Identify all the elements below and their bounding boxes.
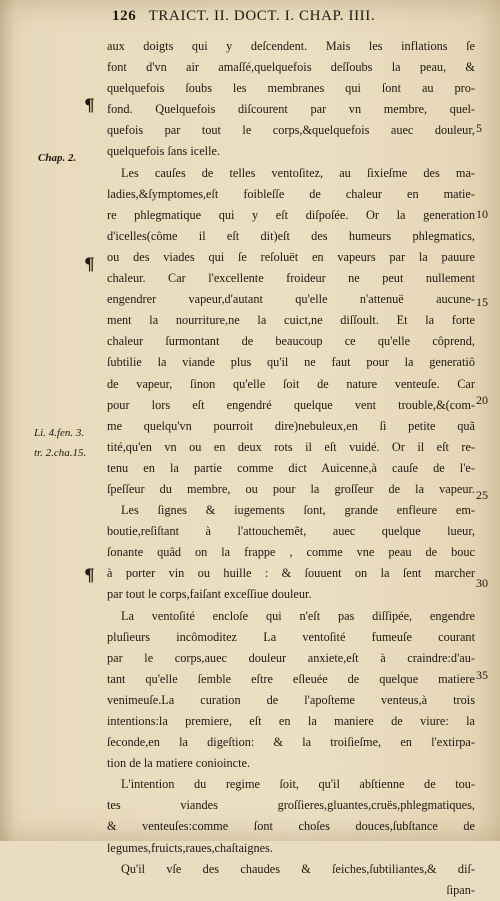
- text-line: Les ſignes & iugements ſont, grande enfleure em-: [121, 503, 475, 518]
- text-line: boutie,reſiſtant à l'attouchemẽt, auec quelque lueur,: [107, 524, 475, 539]
- text-line: à porter vin ou huille : & ſouuent on la ſent marcher: [107, 566, 475, 581]
- text-line: tenu en la partie comme dict Auicenne,à cauſe de l'e-: [107, 460, 475, 475]
- text-line: legumes,fruicts,raues,chaſtaignes.: [107, 840, 273, 855]
- page-number: 126: [112, 8, 137, 24]
- text-line: chaleur. Car l'excellente froideur ne peut nullement: [107, 271, 475, 286]
- text-line: quelquefois ſans icelle.: [107, 144, 221, 159]
- body-text: [107, 36, 475, 901]
- margin-note-reference: tr. 2.cha.15.: [34, 447, 87, 459]
- text-line: ladies,&ſymptomes,eſt foibleſſe de chaleur en matie-: [107, 186, 475, 201]
- catchword: ſipan-: [446, 882, 475, 897]
- text-line: fond. Quelquefois diſcourent par vn membre, quel-: [107, 102, 475, 117]
- text-line: re phlegmatique qui y eſt diſpoſée. Or la generation: [107, 207, 475, 222]
- text-line: me quelqu'vn pourroit dire)nebuleux,en ſi petite quã: [107, 418, 475, 433]
- text-line: tes viandes groſſieres,gluantes,cruës,phlegmatiques,: [107, 798, 475, 813]
- text-line: Qu'il vſe des chaudes & ſeiches,ſubtiliantes,& diſ-: [121, 861, 475, 876]
- text-line: par tout le corps,faiſant exceſſiue douleur.: [107, 587, 312, 602]
- text-line: font d'vn air amaſſé,quelquefois deſſoubs la peau, &: [107, 60, 475, 75]
- line-number: 35: [476, 668, 488, 682]
- line-number: 5: [476, 121, 482, 135]
- line-number: 25: [476, 488, 488, 502]
- text-line: & venteuſes:comme ſont choſes douces,ſubſtance de: [107, 819, 475, 834]
- text-line: ſonante quâd on la frappe , comme vne peau de bouc: [107, 545, 475, 560]
- paragraph-mark-icon: ¶: [84, 96, 95, 116]
- text-line: Les cauſes de telles ventoſitez, au ſixieſme des ma-: [121, 165, 475, 180]
- text-line: ſpeſſeur du membre, ou pour la groſſeur de la vapeur.: [107, 481, 475, 496]
- text-line: L'intention du regime ſoit, qu'il abſtienne de tou-: [121, 777, 475, 792]
- text-line: ſeconde,en la digeſtion: & la troiſieſme, en l'extirpa-: [107, 735, 475, 750]
- text-line: d'icelles(côme il eſt dit)eſt des humeurs phlegmatics,: [107, 228, 475, 243]
- paragraph-mark-icon: ¶: [84, 566, 95, 586]
- text-line: de vapeur, ſinon qu'elle ſoit de nature venteuſe. Car: [107, 376, 475, 391]
- text-line: quelquefois ſoubs les membranes qui ſont au pro-: [107, 81, 475, 96]
- text-line: pour lors eſt engendré quelque vent trouble,&(com-: [107, 397, 475, 412]
- page-header: [112, 8, 500, 30]
- text-line: pluſieurs incômoditez La ventoſité fumeuſe courant: [107, 629, 475, 644]
- text-line: ou des viades qui ſe reſoluët en vapeurs par la pauure: [107, 249, 475, 264]
- text-line: par le corps,auec douleur anxiete,eſt à craindre:d'au-: [107, 650, 475, 665]
- line-number: 15: [476, 295, 488, 309]
- line-number: 20: [476, 393, 488, 407]
- text-line: venimeuſe.La curation de l'apoſteme venteus,à trois: [107, 692, 475, 707]
- margin-note-reference: Li. 4.fen. 3.: [34, 427, 85, 439]
- text-line: ment la nourriture,ne la cuict,ne diſſoult. Et la forte: [107, 313, 475, 328]
- text-line: La ventoſité encloſe qui n'eſt pas diſſipée, engendre: [121, 608, 475, 623]
- text-line: tité,qu'en vn ou en deux rots il eſt vuidé. Or il eſt re-: [107, 439, 475, 454]
- text-line: tion de la matiere conioincte.: [107, 756, 251, 771]
- text-line: quefois par tout le corps,&quelquefois auec douleur,: [107, 123, 475, 138]
- line-number: 30: [476, 576, 488, 590]
- text-line: chaleur ſurmontant de beaucoup ce qu'elle côprend,: [107, 334, 475, 349]
- text-line: engendrer vapeur,d'autant qu'elle n'attenuë aucune-: [107, 292, 475, 307]
- text-line: ſubtilie la viande plus qu'il ne faut pour la generatiô: [107, 355, 475, 370]
- line-number: 10: [476, 207, 488, 221]
- margin-note-chap: Chap. 2.: [38, 152, 77, 164]
- paragraph-mark-icon: ¶: [84, 255, 95, 275]
- text-line: intentions:la premiere, eſt en la maniere de viure: la: [107, 714, 475, 728]
- text-line: tant qu'elle ſemble eſtre eſleuée de quelque matiere: [107, 671, 475, 686]
- text-line: aux doigts qui y deſcendent. Mais les inflations ſe: [107, 39, 475, 53]
- running-head: TRAICT. II. DOCT. I. CHAP. IIII.: [148, 8, 376, 24]
